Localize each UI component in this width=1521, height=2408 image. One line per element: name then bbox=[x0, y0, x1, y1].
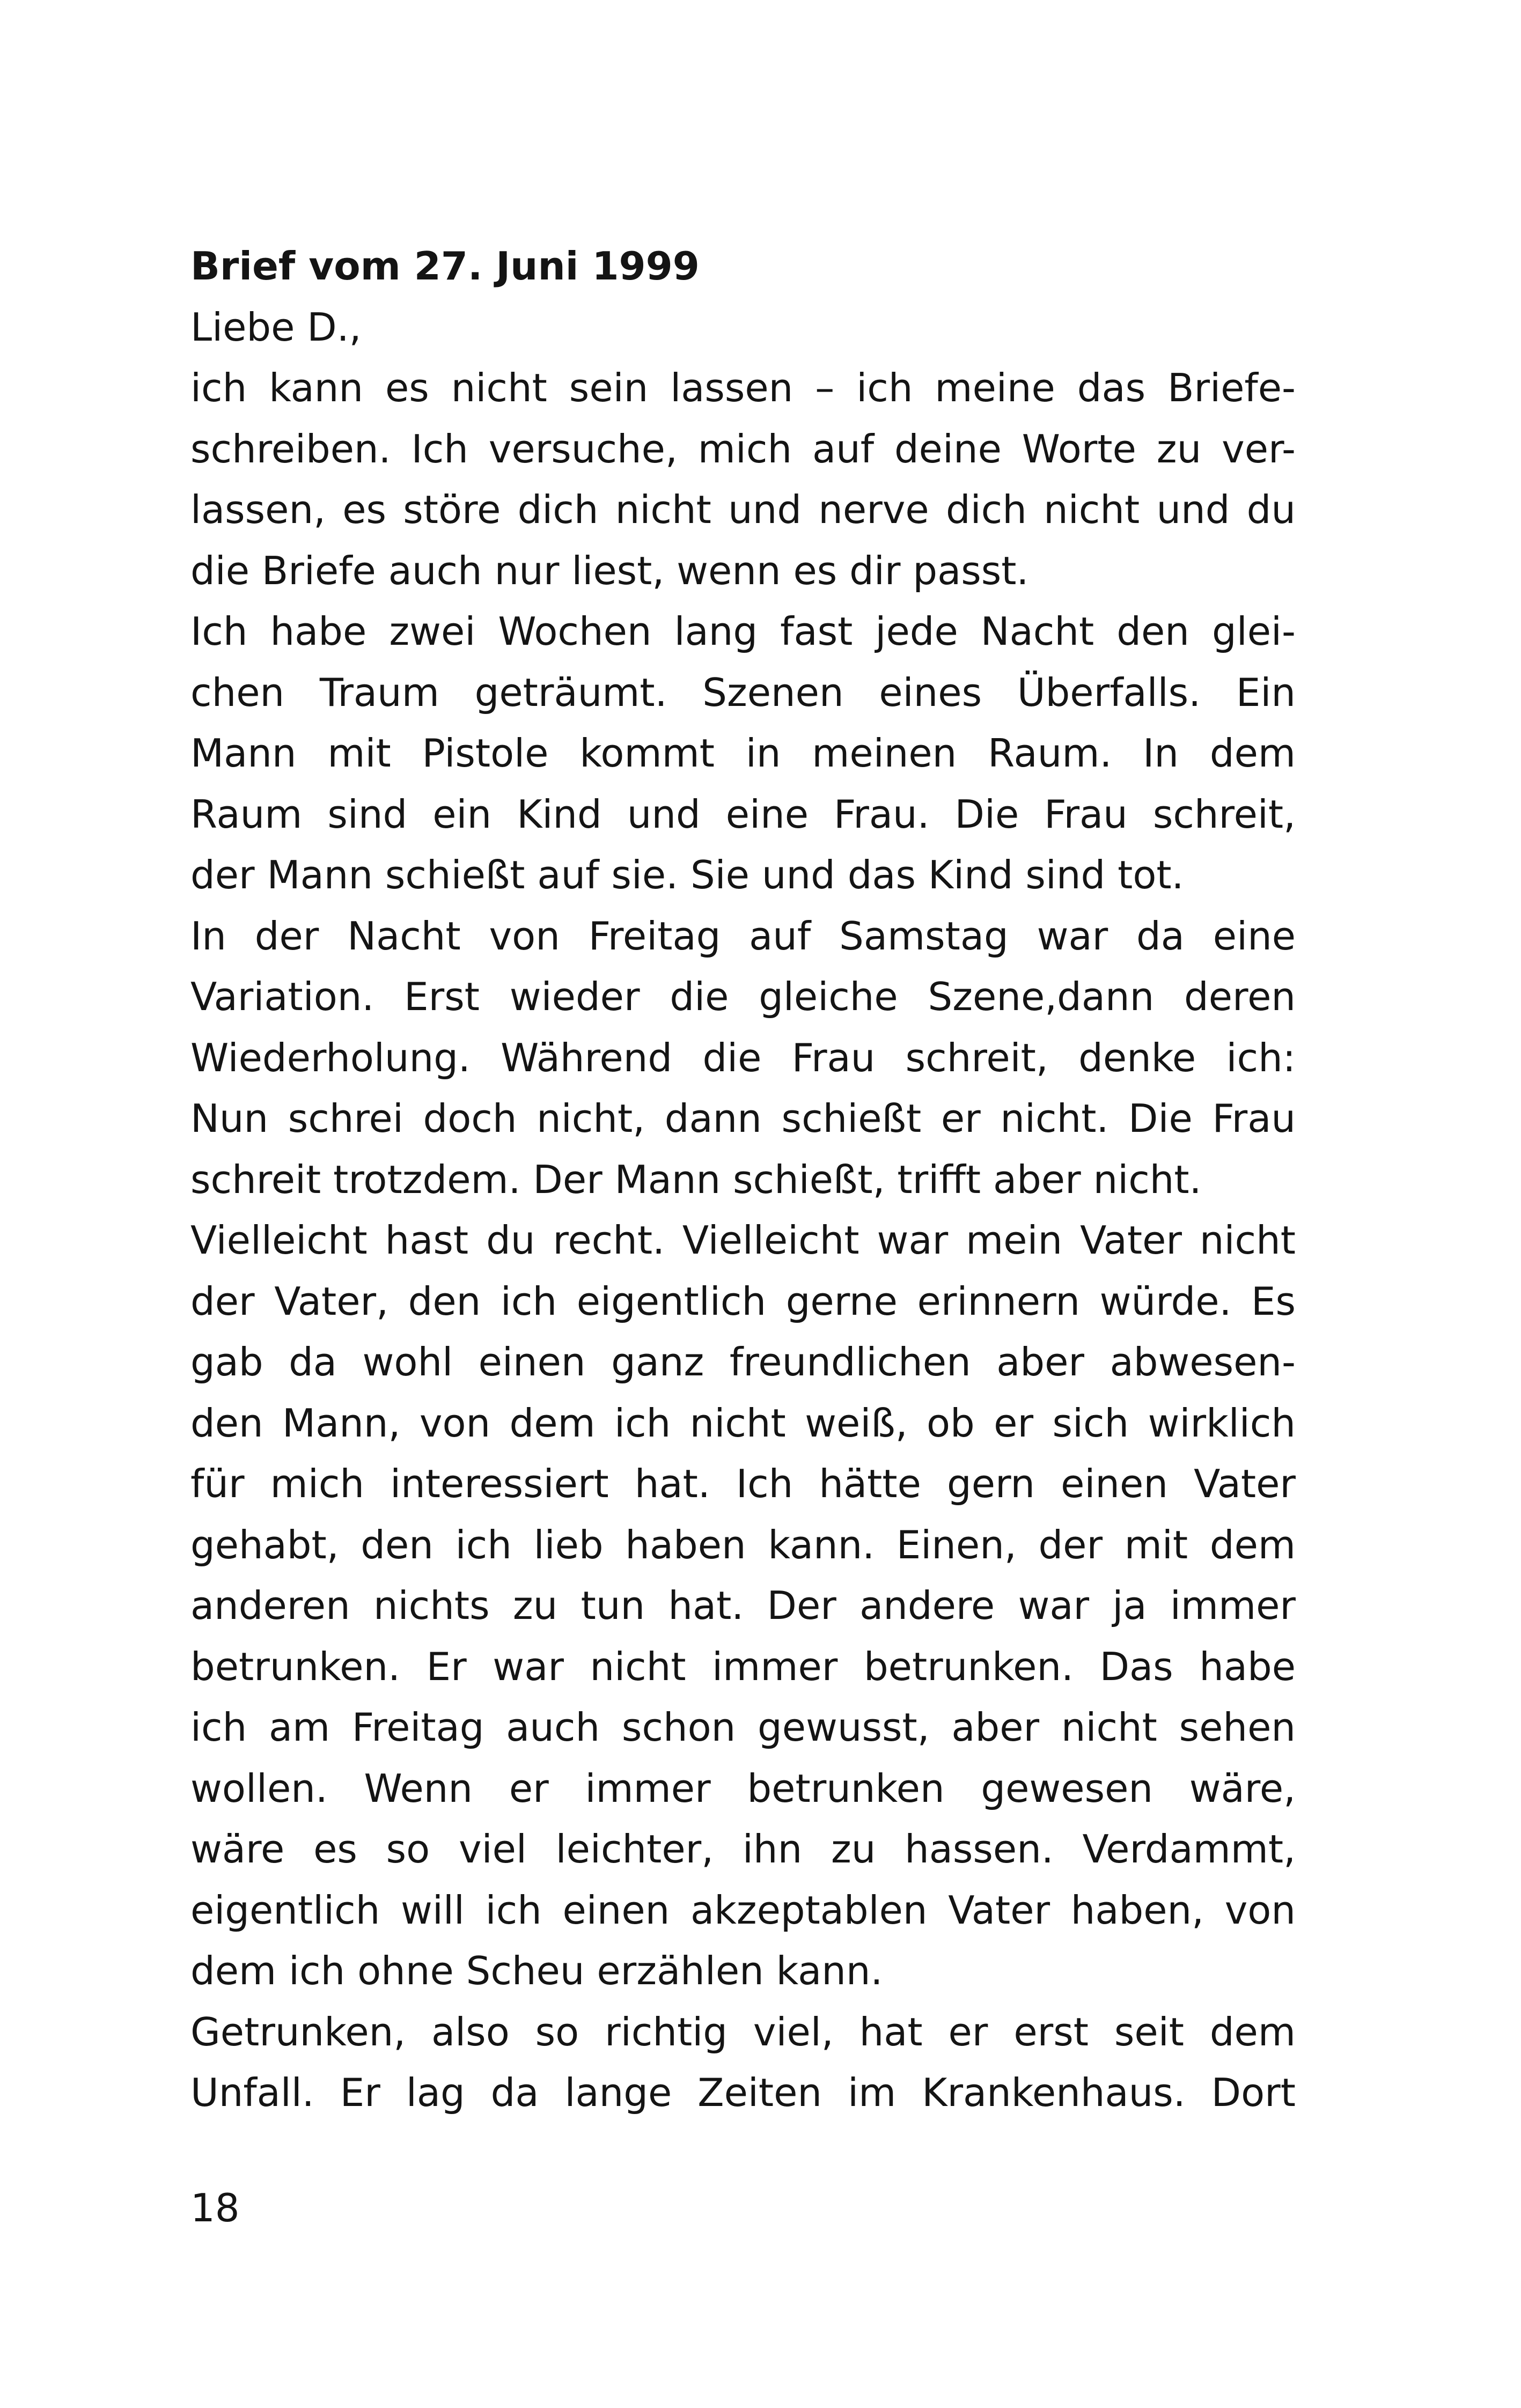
text-line: der Vater, den ich eigentlich gerne erinnern würde. Es bbox=[190, 1278, 1296, 1324]
text-line: wollen. Wenn er immer betrunken gewesen wäre, bbox=[190, 1765, 1296, 1811]
text-line: lassen, es störe dich nicht und nerve dich nicht und du bbox=[190, 487, 1296, 532]
text-line: Wiederholung. Während die Frau schreit, denke ich: bbox=[190, 1035, 1296, 1080]
text-line: schreiben. Ich versuche, mich auf deine Worte zu ver- bbox=[190, 426, 1296, 472]
text-line: anderen nichts zu tun hat. Der andere war ja immer bbox=[190, 1583, 1296, 1628]
text-line: In der Nacht von Freitag auf Samstag war da eine bbox=[190, 913, 1296, 959]
text-line: dem ich ohne Scheu erzählen kann. bbox=[190, 1948, 883, 1993]
letter-text-block bbox=[190, 236, 1296, 2124]
text-line: schreit trotzdem. Der Mann schießt, trifft aber nicht. bbox=[190, 1157, 1202, 1202]
text-line: wäre es so viel leichter, ihn zu hassen. Verdammt, bbox=[190, 1827, 1296, 1872]
text-line: chen Traum geträumt. Szenen eines Überfalls. Ein bbox=[190, 669, 1296, 715]
text-line: gehabt, den ich lieb haben kann. Einen, der mit dem bbox=[190, 1522, 1296, 1567]
text-line: ich kann es nicht sein lassen – ich meine das Briefe- bbox=[190, 365, 1296, 410]
text-line: Vielleicht hast du recht. Vielleicht war mein Vater nicht bbox=[190, 1218, 1296, 1263]
text-line: Getrunken, also so richtig viel, hat er erst seit dem bbox=[190, 2009, 1296, 2054]
text-line: ich am Freitag auch schon gewusst, aber nicht sehen bbox=[190, 1705, 1296, 1750]
letter-heading: Brief vom 27. Juni 1999 bbox=[190, 244, 700, 289]
text-line: Mann mit Pistole kommt in meinen Raum. In dem bbox=[190, 731, 1296, 776]
text-line: die Briefe auch nur liest, wenn es dir passt. bbox=[190, 548, 1029, 593]
text-line: eigentlich will ich einen akzeptablen Vater haben, von bbox=[190, 1887, 1296, 1933]
text-line: den Mann, von dem ich nicht weiß, ob er sich wirklich bbox=[190, 1400, 1296, 1446]
text-line: der Mann schießt auf sie. Sie und das Kind sind tot. bbox=[190, 852, 1184, 897]
text-line: betrunken. Er war nicht immer betrunken. Das habe bbox=[190, 1644, 1296, 1689]
text-line: Nun schrei doch nicht, dann schießt er nicht. Die Frau bbox=[190, 1096, 1296, 1141]
text-line: Raum sind ein Kind und eine Frau. Die Frau schreit, bbox=[190, 791, 1296, 837]
text-line: Unfall. Er lag da lange Zeiten im Krankenhaus. Dort bbox=[190, 2070, 1296, 2115]
page-number: 18 bbox=[190, 2185, 240, 2230]
letter-body bbox=[190, 297, 1296, 2124]
text-line: gab da wohl einen ganz freundlichen aber abwesen- bbox=[190, 1339, 1296, 1385]
text-line: für mich interessiert hat. Ich hätte gern einen Vater bbox=[190, 1461, 1296, 1506]
text-line: Variation. Erst wieder die gleiche Szene,dann deren bbox=[190, 974, 1296, 1019]
text-line: Ich habe zwei Wochen lang fast jede Nacht den glei- bbox=[190, 609, 1296, 654]
text-line: Liebe D., bbox=[190, 304, 362, 350]
